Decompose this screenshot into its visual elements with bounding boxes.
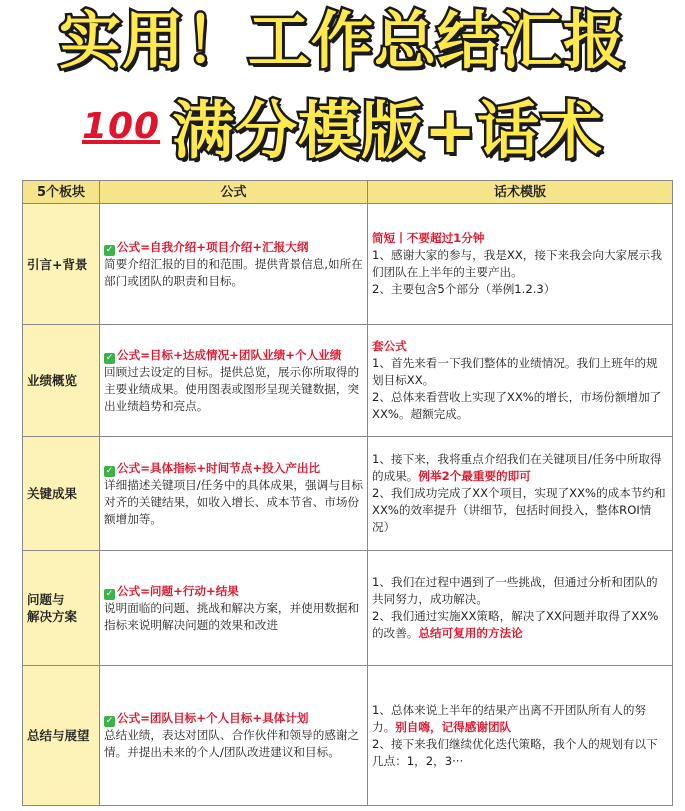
script-p2: 2、我们成功完成了XX个项目，实现了XX%的成本节约和XX%的效率提升（讲细节，包括时间投入，整体ROI情况） [372,486,666,534]
formula-text: 公式=自我介绍+项目介绍+汇报大纲 [117,239,309,254]
script-cell [368,325,673,437]
check-icon: ✓ [105,352,114,363]
script-p1: 1、总体来说上半年的结果产出离不开团队所有人的努力。 [372,702,647,734]
formula-cell [100,325,368,437]
header-sections: 5个板块 [23,181,100,204]
script-p2: 2、主要包含5个部分（举例1.2.3） [372,282,556,296]
hundred-points-icon: 100 [81,106,161,147]
formula-desc: 回顾过去设定的目标。提供总览，展示你所取得的主要业绩成果。使用图表或图形呈现关键数据，突出业绩趋势和亮点。 [104,364,360,413]
section-label: 业绩概览 [23,325,100,437]
formula-desc: 简要介绍汇报的目的和范围。提供背景信息,如所在部门或团队的职责和目标。 [104,256,363,288]
script-p1: 1、首先来看一下我们整体的业绩情况。我们上班年的规划目标XX。 [372,356,658,387]
script-p2: 2、总体来看营收上实现了XX%的增长，市场份额增加了XX%。超额完成。 [372,390,662,421]
section-label: 关键成果 [23,437,100,551]
formula-text: 公式=具体指标+时间节点+投入产出比 [117,460,321,475]
script-cell [368,551,673,666]
formula-cell [100,437,368,551]
title-banner [0,0,685,178]
table-row [23,437,673,551]
script-head: 套公式 [372,339,407,353]
script-head: 简短丨不要超过1分钟 [372,231,485,245]
script-cell [368,666,673,806]
script-p1: 1、我们在过程中遇到了一些挑战，但通过分析和团队的共同努力，成功解决。 [372,575,658,606]
section-label-text: 问题与 解决方案 [27,592,78,624]
formula-text: 公式=问题+行动+结果 [117,583,239,598]
title-line-2 [0,92,685,166]
formula-cell [100,666,368,806]
formula-desc: 说明面临的问题、挑战和解决方案，并使用数据和指标来说明解决问题的效果和改进 [104,600,360,632]
template-table [22,180,673,806]
check-icon: ✓ [105,716,114,726]
script-cell [368,437,673,551]
table-row [23,666,673,806]
table-row [23,325,673,437]
table-row [23,551,673,666]
script-p2: 2、我们通过实施XX策略，解决了XX问题并取得了XX%的改善。 [372,609,659,640]
formula-text: 公式=目标+达成情况+团队业绩+个人业绩 [117,347,342,362]
section-label: 总结与展望 [23,666,100,806]
check-icon: ✓ [105,244,114,255]
formula-desc: 总结业绩，表达对团队、合作伙伴和领导的感谢之情。并提出未来的个人/团队改进建议和目标。 [104,728,360,759]
script-p1-highlight: 例举2个最重要的即可 [418,469,531,483]
script-p1: 1、接下来，我将重点介绍我们在关键项目/任务中所取得的成果。 [372,452,662,483]
check-icon: ✓ [105,465,114,476]
section-label: 引言+背景 [23,204,100,325]
check-icon: ✓ [105,588,114,599]
table-header-row [23,181,673,204]
script-p2: 2、接下来我们继续优化迭代策略，我个人的规划有以下几点：1，2，3··· [372,736,658,768]
header-script: 话术模版 [368,181,673,204]
formula-cell [100,551,368,666]
header-formula: 公式 [100,181,368,204]
script-p2-highlight: 总结可复用的方法论 [418,626,523,640]
script-p1-highlight: 别自嗨，记得感谢团队 [395,719,512,734]
formula-cell [100,204,368,325]
table-row [23,204,673,325]
formula-desc: 详细描述关键项目/任务中的具体成果，强调与目标对齐的关键结果，如收入增长、成本节省、市场份额增加等。 [104,477,363,526]
script-cell [368,204,673,325]
formula-text: 公式=团队目标+个人目标+具体计划 [117,711,309,725]
title-line-2-text: 满分模版+话术 [172,94,604,167]
title-line-1: 实用！工作总结汇报 [58,4,626,77]
section-label [23,551,100,666]
script-p1: 1、感谢大家的参与，我是XX，接下来我会向大家展示我们团队在上半年的主要产出。 [372,248,662,279]
